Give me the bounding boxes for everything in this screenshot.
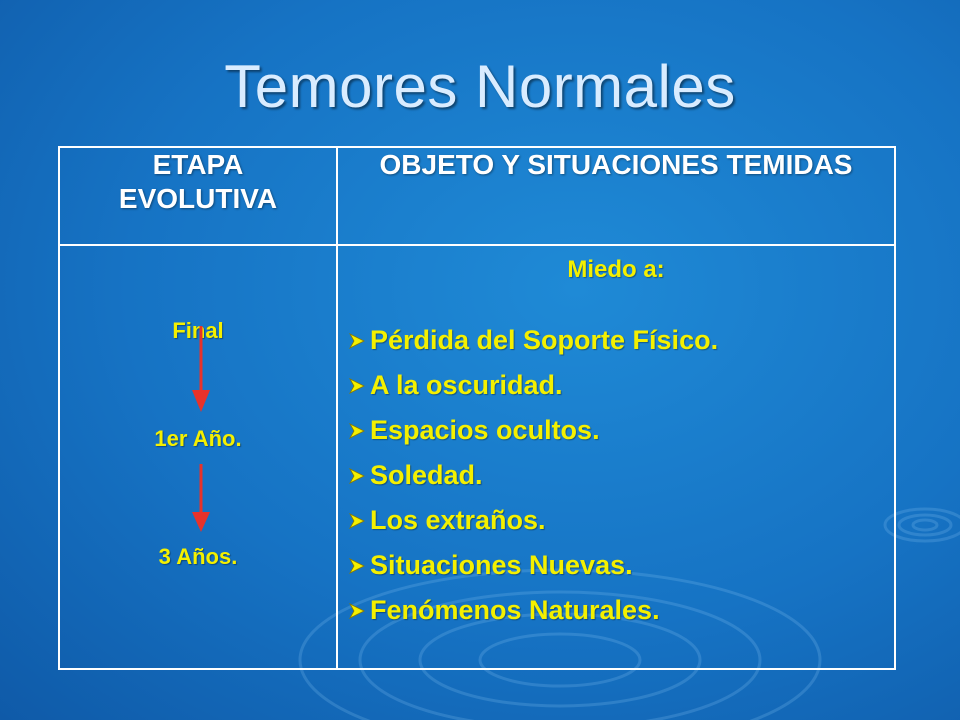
stage-three-years: 3 Años.: [158, 544, 238, 569]
list-item: [348, 543, 718, 588]
fear-text: Pérdida del Soporte Físico.: [370, 325, 719, 355]
header-objects: [337, 147, 895, 245]
arrow-bullet-icon: [348, 467, 366, 485]
arrow-bullet-icon: [348, 332, 366, 350]
arrow-bullet-icon: [348, 377, 366, 395]
fear-text: Espacios ocultos.: [370, 415, 600, 445]
arrow-bullet-icon: [348, 602, 366, 620]
list-item: [348, 498, 718, 543]
fear-text: Fenómenos Naturales.: [370, 595, 660, 625]
arrow-down-icon: [190, 324, 212, 414]
arrow-bullet-icon: [348, 422, 366, 440]
arrow-bullet-icon: [348, 512, 366, 530]
header-objects-label: OBJETO Y SITUACIONES TEMIDAS: [379, 149, 853, 180]
fears-table: [58, 146, 896, 670]
header-stage-label: ETAPA EVOLUTIVA: [118, 149, 278, 214]
list-item: [348, 453, 718, 498]
objects-cell: [337, 245, 895, 669]
list-item: [348, 318, 718, 363]
fear-list: [348, 318, 718, 633]
fear-text: Situaciones Nuevas.: [370, 550, 633, 580]
list-item: [348, 588, 718, 633]
table-header-row: [59, 147, 895, 245]
arrow-bullet-icon: [348, 557, 366, 575]
arrow-down-icon: [190, 462, 212, 534]
list-item: [348, 408, 718, 453]
stage-final: Final: [172, 318, 224, 343]
table-body-row: [59, 245, 895, 669]
list-item: [348, 363, 718, 408]
fear-text: Soledad.: [370, 460, 483, 490]
fear-text: A la oscuridad.: [370, 370, 563, 400]
slide-title: Temores Normales: [224, 53, 736, 120]
fear-intro: Miedo a:: [567, 256, 665, 283]
fear-text: Los extraños.: [370, 505, 546, 535]
header-stage: [59, 147, 337, 245]
stage-first-year: 1er Año.: [154, 426, 242, 451]
stage-cell: [59, 245, 337, 669]
